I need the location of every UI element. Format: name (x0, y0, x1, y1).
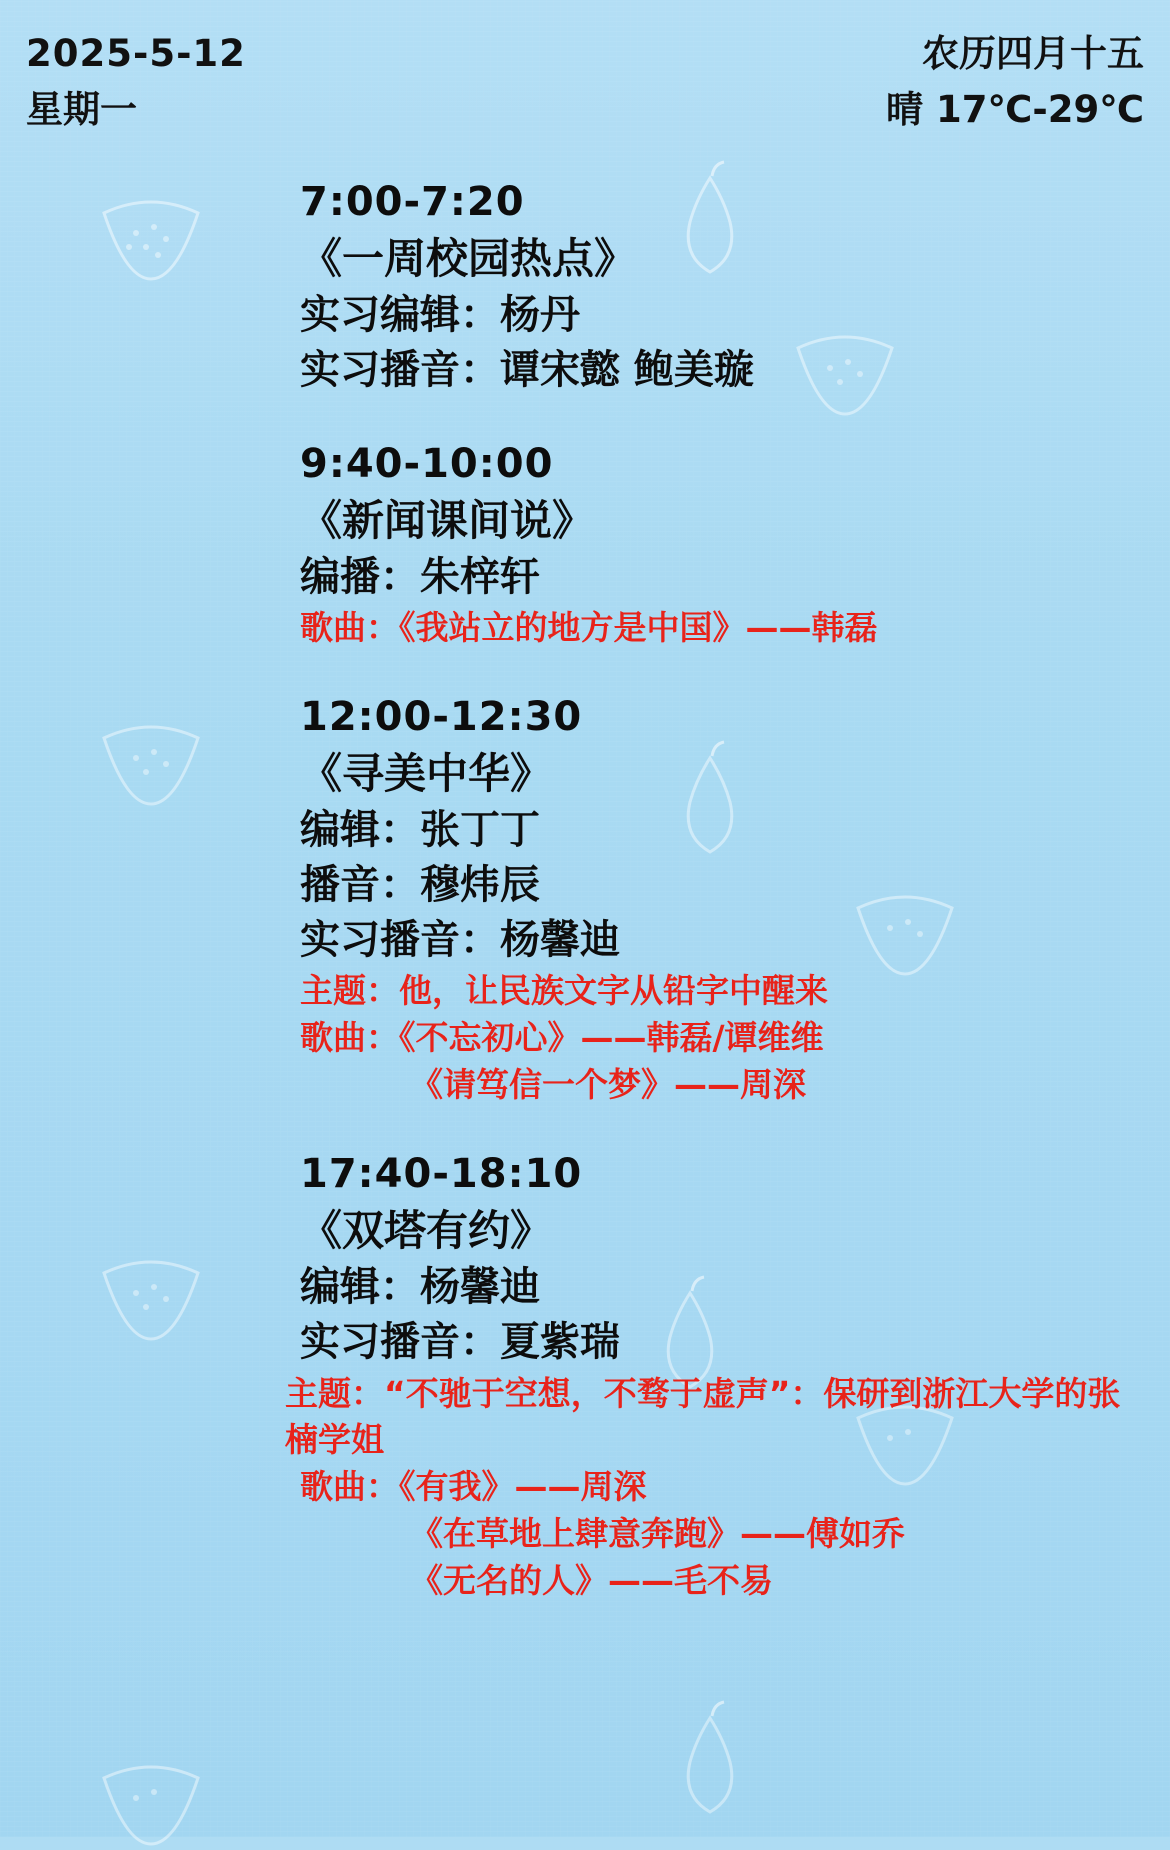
program-note: 歌曲：《不忘初心》——韩磊/谭维维 (300, 1018, 824, 1058)
program-credit: 实习播音：谭宋懿 鲍美璇 (300, 347, 754, 394)
header-right (886, 26, 1144, 137)
program-note: 歌曲：《我站立的地方是中国》——韩磊 (300, 607, 878, 647)
weekday-text: 星期一 (26, 87, 137, 131)
schedule-list (0, 175, 1170, 1605)
program-note: 主题：“不驰于空想，不骛于虚声”：保研到浙江大学的张楠学姐 (285, 1373, 1121, 1460)
schedule-item (300, 690, 1140, 1109)
weather-text: 晴 17℃-29℃ (886, 87, 1144, 131)
program-note: 《无名的人》——毛不易 (410, 1560, 773, 1600)
program-credit: 实习播音：夏紫瑞 (300, 1319, 620, 1366)
program-credit: 播音：穆炜辰 (300, 862, 540, 909)
schedule-item (300, 437, 1140, 652)
program-title: 《新闻课间说》 (300, 495, 595, 545)
program-credit: 实习编辑：杨丹 (300, 292, 580, 339)
schedule-item (285, 1147, 1140, 1605)
program-credit: 实习播音：杨馨迪 (300, 917, 620, 964)
program-title: 《双塔有约》 (300, 1206, 553, 1256)
program-time: 9:40-10:00 (300, 440, 554, 487)
program-credit: 编辑：杨馨迪 (300, 1264, 540, 1311)
schedule-item (300, 175, 1140, 399)
program-credit: 编播：朱梓轩 (300, 553, 540, 600)
program-note: 歌曲：《有我》——周深 (300, 1467, 647, 1507)
program-title: 《一周校园热点》 (300, 234, 637, 284)
program-time: 17:40-18:10 (300, 1150, 583, 1197)
header-left (26, 26, 246, 137)
program-credit: 编辑：张丁丁 (300, 806, 540, 853)
page-header (0, 0, 1170, 137)
program-note: 《请笃信一个梦》——周深 (410, 1065, 806, 1105)
program-note: 《在草地上肆意奔跑》——傅如乔 (410, 1514, 905, 1554)
program-time: 12:00-12:30 (300, 693, 583, 740)
program-title: 《寻美中华》 (300, 748, 553, 798)
lunar-date-text: 农历四月十五 (922, 32, 1144, 75)
program-time: 7:00-7:20 (300, 179, 525, 225)
program-note: 主题：他，让民族文字从铅字中醒来 (300, 971, 828, 1011)
date-text: 2025-5-12 (26, 32, 246, 75)
